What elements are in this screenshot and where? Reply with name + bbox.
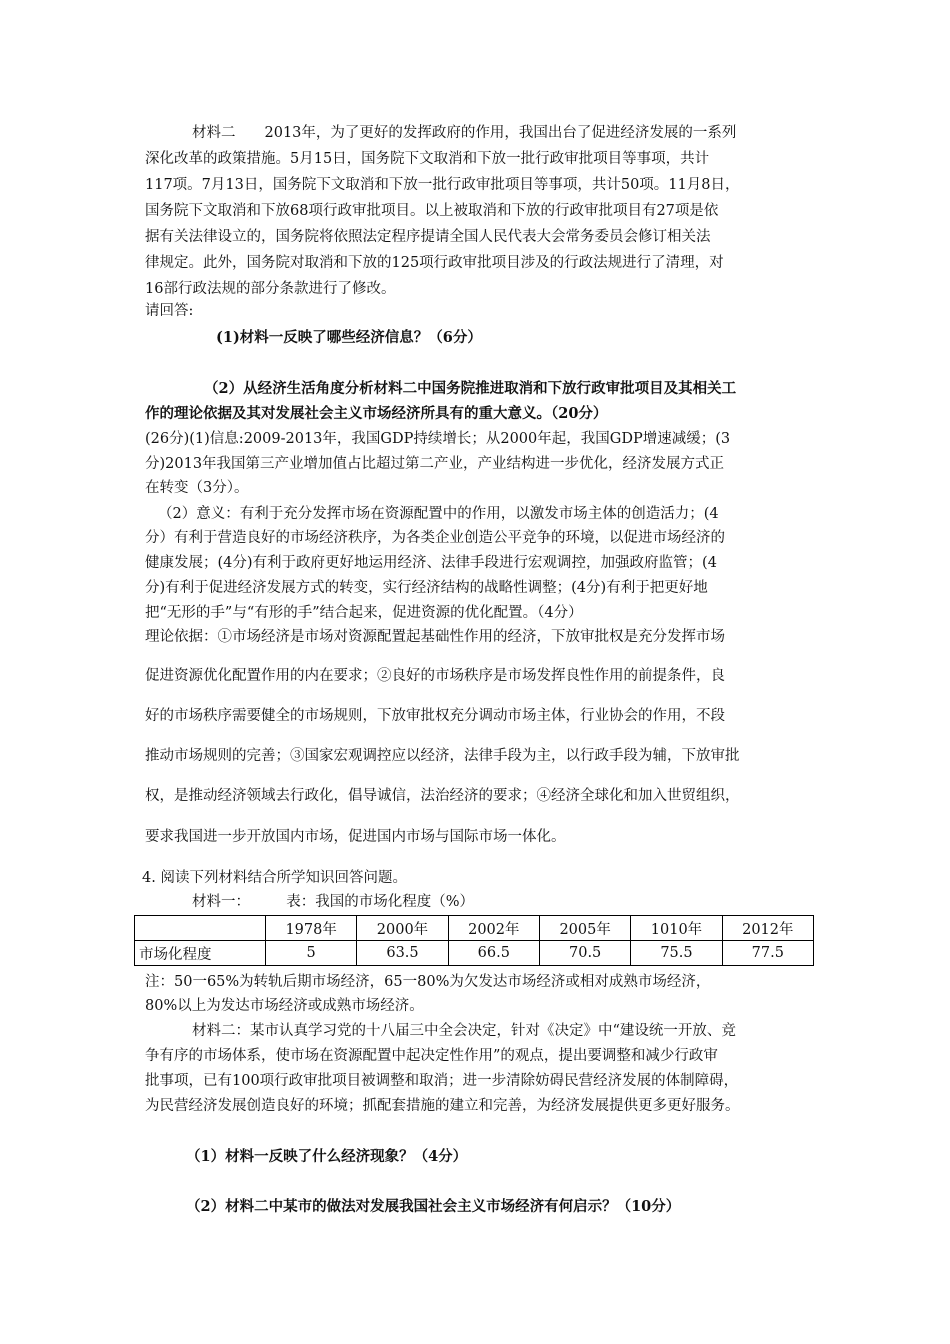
table-row <box>135 941 814 966</box>
material2-line: 深化改革的政策措施。5月15日，国务院下文取消和下放一批行政审批项目等事项，共计 <box>145 151 710 167</box>
theory-line: 推动市场规则的完善；③国家宏观调控应以经济，法律手段为主，以行政手段为辅，下放审批 <box>145 748 740 764</box>
table-caption: 材料一： 表：我国的市场化程度（%） <box>192 894 475 910</box>
material2-line: 律规定。此外，国务院对取消和下放的125项行政审批项目涉及的行政法规进行了清理，对 <box>145 255 724 271</box>
table-year: 2005年 <box>539 916 630 941</box>
theory-line: 理论依据：①市场经济是市场对资源配置起基础性作用的经济，下放审批权是充分发挥市场 <box>145 629 725 645</box>
table-note-line: 80%以上为发达市场经济或成熟市场经济。 <box>145 998 424 1014</box>
q4-question-2: （2）材料二中某市的做法对发展我国社会主义市场经济有何启示？（10分） <box>186 1198 681 1215</box>
market-table <box>134 915 814 966</box>
answer-2-line: 分)有利于促进经济发展方式的转变，实行经济结构的战略性调整；(4分)有利于把更好地 <box>145 580 708 596</box>
q4-intro: 4. 阅读下列材料结合所学知识回答问题。 <box>142 870 407 886</box>
table-value: 66.5 <box>448 941 539 966</box>
theory-line: 好的市场秩序需要健全的市场规则，下放审批权充分调动市场主体，行业协会的作用，不段 <box>145 708 725 724</box>
table-value: 5 <box>266 941 357 966</box>
table-year: 1010年 <box>631 916 722 941</box>
prompt-text: 请回答: <box>145 303 194 319</box>
theory-line: 要求我国进一步开放国内市场，促进国内市场与国际市场一体化。 <box>145 829 566 845</box>
q4-question-1: （1）材料一反映了什么经济现象？（4分） <box>186 1148 468 1165</box>
table-row-label: 市场化程度 <box>135 941 266 966</box>
answer-2-line: 健康发展；(4分)有利于政府更好地运用经济、法律手段进行宏观调控，加强政府监管；(4 <box>145 555 717 571</box>
material2-line: 117项。7月13日，国务院下文取消和下放一批行政审批项目等事项，共计50项。11月8日， <box>145 177 740 193</box>
table-row <box>135 916 814 941</box>
table-value: 63.5 <box>357 941 448 966</box>
table-corner <box>135 916 266 941</box>
material2-line: 国务院下文取消和下放68项行政审批项目。以上被取消和下放的行政审批项目有27项是依 <box>145 203 719 219</box>
table-year: 1978年 <box>266 916 357 941</box>
table-value: 75.5 <box>631 941 722 966</box>
question-2-line: （2）从经济生活角度分析材料二中国务院推进取消和下放行政审批项目及其相关工 <box>204 380 737 397</box>
q4-material2-line: 批事项，已有100项行政审批项目被调整和取消；进一步清除妨碍民营经济发展的体制障碍， <box>145 1073 739 1089</box>
table-value: 77.5 <box>722 941 813 966</box>
q4-material2-line: 材料二：某市认真学习党的十八届三中全会决定，针对《决定》中“建设统一开放、竞 <box>192 1023 736 1039</box>
question-2-line: 作的理论依据及其对发展社会主义市场经济所具有的重大意义。（20分） <box>145 405 608 422</box>
answer-1-line: 分)2013年我国第三产业增加值占比超过第二产业，产业结构进一步优化，经济发展方式正 <box>145 456 725 472</box>
answer-2-line: 把“无形的手”与“有形的手”结合起来，促进资源的优化配置。（4分） <box>145 605 583 621</box>
answer-2-line: （2）意义：有利于充分发挥市场在资源配置中的作用，以激发市场主体的创造活力；(4 <box>158 506 719 522</box>
answer-2-line: 分）有利于营造良好的市场经济秩序，为各类企业创造公平竞争的环境，以促进市场经济的 <box>145 530 725 546</box>
answer-1-line: 在转变（3分）。 <box>145 480 249 496</box>
table-year: 2002年 <box>448 916 539 941</box>
material2-line: 据有关法律设立的，国务院将依照法定程序提请全国人民代表大会常务委员会修订相关法 <box>145 229 711 245</box>
answer-1-line: (26分)(1)信息:2009-2013年，我国GDP持续增长；从2000年起，我国GDP增速减缓；(3 <box>145 431 731 447</box>
material2-line: 16部行政法规的部分条款进行了修改。 <box>145 281 396 297</box>
table-value: 70.5 <box>539 941 630 966</box>
q4-material2-line: 争有序的市场体系，使市场在资源配置中起决定性作用”的观点，提出要调整和减少行政审 <box>145 1048 718 1064</box>
theory-line: 权，是推动经济领域去行政化，倡导诚信，法治经济的要求；④经济全球化和加入世贸组织， <box>145 788 740 804</box>
question-1: (1)材料一反映了哪些经济信息？（6分） <box>216 329 482 346</box>
theory-line: 促进资源优化配置作用的内在要求；②良好的市场秩序是市场发挥良性作用的前提条件，良 <box>145 668 725 684</box>
table-year: 2012年 <box>722 916 813 941</box>
table-note-line: 注：50一65%为转轨后期市场经济，65一80%为欠发达市场经济或相对成熟市场经济， <box>145 974 711 990</box>
q4-material2-line: 为民营经济发展创造良好的环境；抓配套措施的建立和完善，为经济发展提供更多更好服务。 <box>145 1098 740 1114</box>
table-year: 2000年 <box>357 916 448 941</box>
material2-line: 材料二 2013年，为了更好的发挥政府的作用，我国出台了促进经济发展的一系列 <box>192 125 737 141</box>
